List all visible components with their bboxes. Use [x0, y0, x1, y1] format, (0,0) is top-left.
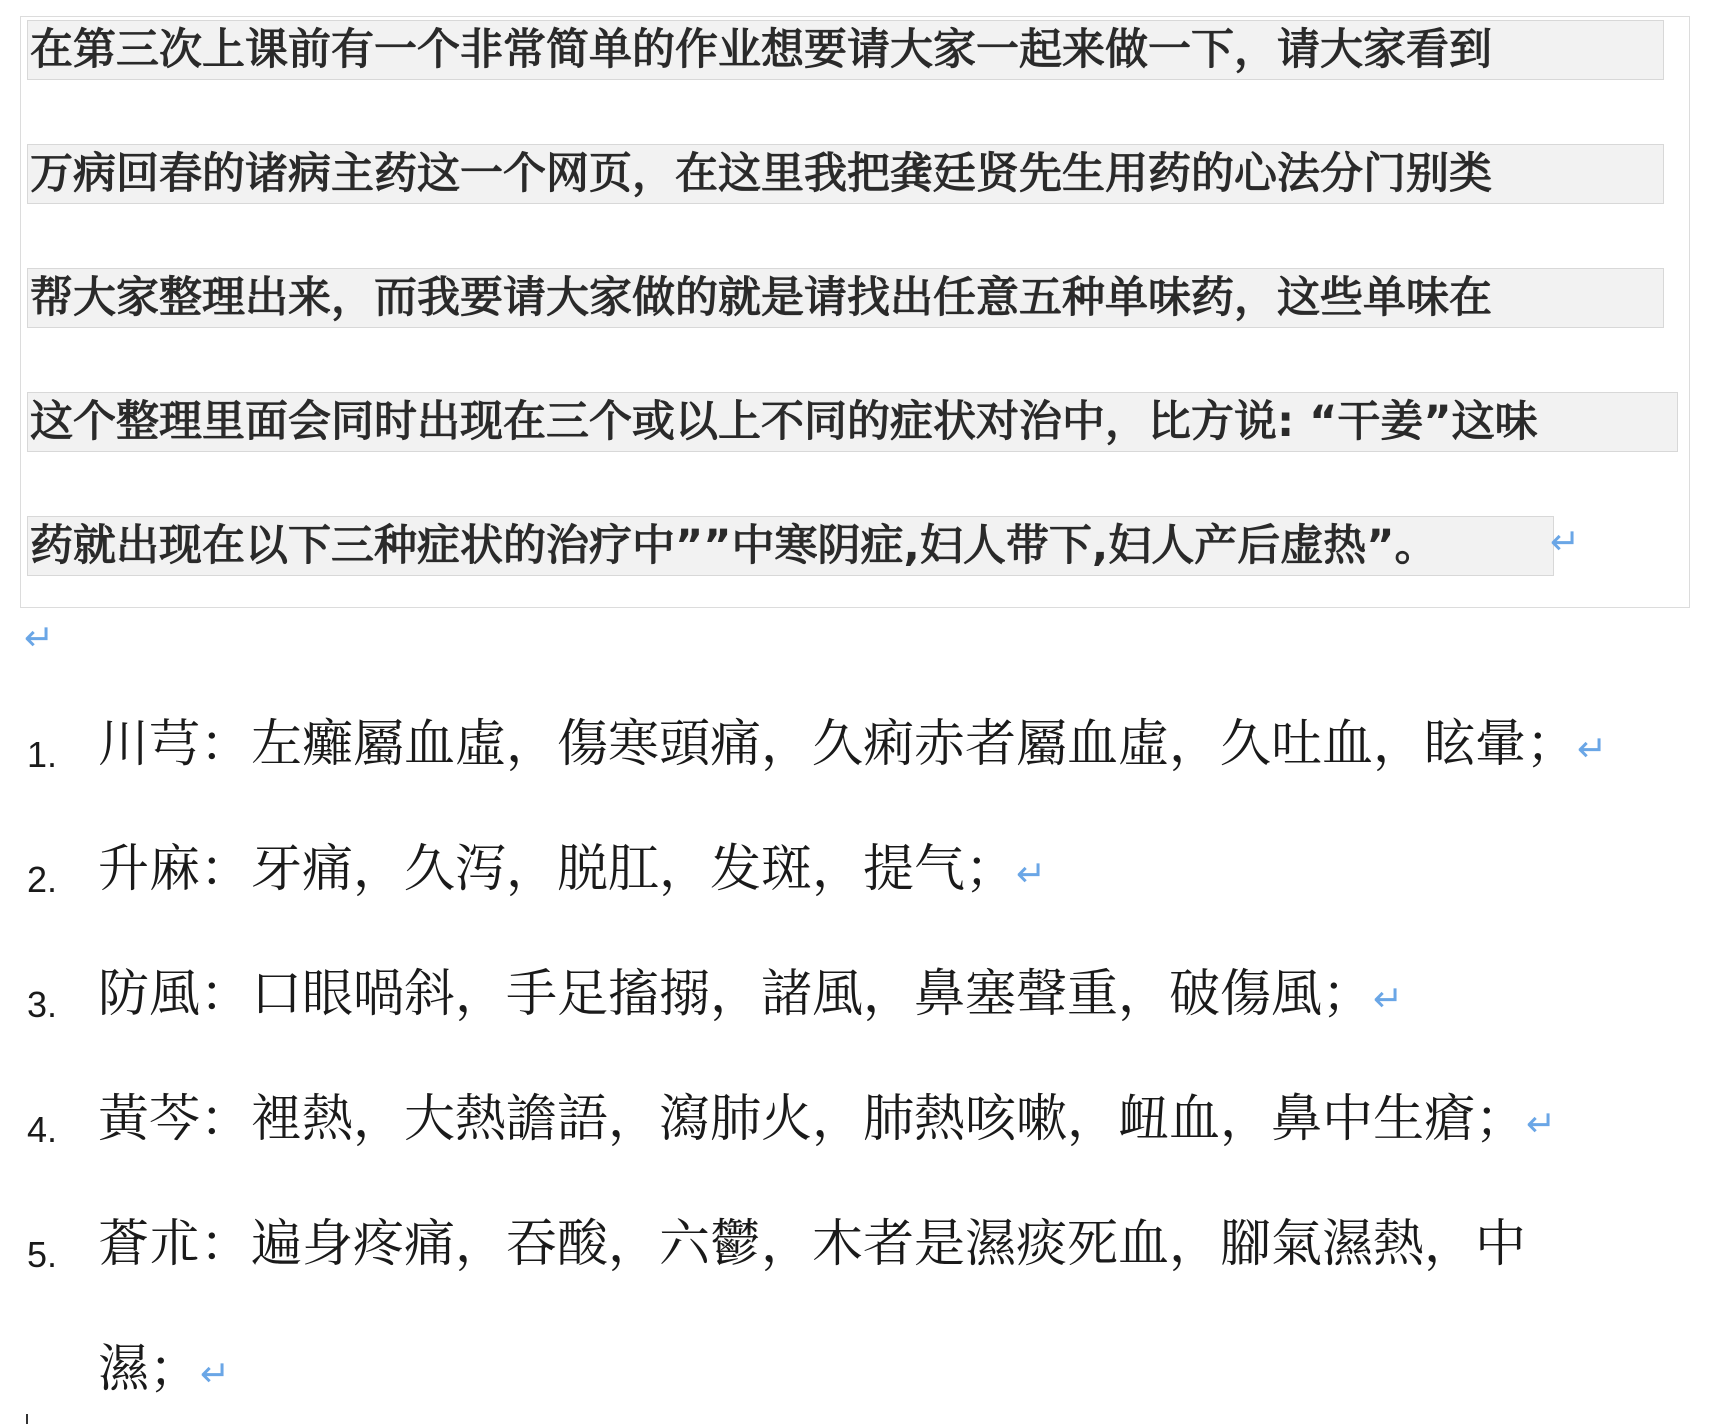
- list-item[interactable]: [98, 965, 1403, 1030]
- text-cursor: [26, 1414, 28, 1424]
- list-item-text: 防風：口眼喎斜，手足搐搦，諸風，鼻塞聲重，破傷風；: [98, 965, 1374, 1024]
- paragraph-mark-icon: ↵: [1016, 854, 1047, 895]
- paragraph-mark-icon: ↵: [1526, 1104, 1557, 1145]
- paragraph-mark-icon: ↵: [1550, 522, 1581, 563]
- list-item-text: 升麻：牙痛，久泻，脱肛，发斑，提气；: [98, 840, 1017, 899]
- paragraph-mark-icon: ↵: [24, 618, 55, 659]
- list-item-number: 5.: [27, 1234, 58, 1275]
- list-item-text: 川芎：左癱屬血虛，傷寒頭痛，久痢赤者屬血虛，久吐血，眩暈；: [98, 715, 1578, 774]
- list-item[interactable]: [98, 840, 1046, 905]
- list-item[interactable]: [98, 1090, 1556, 1155]
- intro-line-1[interactable]: 在第三次上课前有一个非常简单的作业想要请大家一起来做一下，请大家看到: [27, 20, 1664, 80]
- list-item-number: 4.: [27, 1109, 58, 1150]
- list-item-text: 濕；: [98, 1340, 201, 1399]
- list-item-number: 2.: [27, 859, 58, 900]
- intro-line-5[interactable]: 药就出现在以下三种症状的治疗中””中寒阴症,妇人带下,妇人产后虚热”。: [27, 516, 1554, 576]
- paragraph-mark-icon: ↵: [200, 1354, 231, 1395]
- paragraph-mark-icon: ↵: [1577, 729, 1608, 770]
- list-item-continuation[interactable]: [98, 1340, 230, 1405]
- list-item[interactable]: [98, 1215, 1526, 1275]
- intro-line-2[interactable]: 万病回春的诸病主药这一个网页，在这里我把龚廷贤先生用药的心法分门别类: [27, 144, 1664, 204]
- paragraph-mark-icon: ↵: [1373, 979, 1404, 1020]
- list-item-number: 3.: [27, 984, 58, 1025]
- list-item-text: 黃芩：裡熱，大熱譫語，瀉肺火，肺熱咳嗽，衄血，鼻中生瘡；: [98, 1090, 1527, 1149]
- list-item-text: 蒼朮：遍身疼痛，吞酸，六鬱，木者是濕痰死血，腳氣濕熱，中: [98, 1215, 1527, 1274]
- list-item-number: 1.: [27, 734, 58, 775]
- list-item[interactable]: [98, 715, 1607, 780]
- intro-line-3[interactable]: 帮大家整理出来，而我要请大家做的就是请找出任意五种单味药，这些单味在: [27, 268, 1664, 328]
- intro-line-4[interactable]: 这个整理里面会同时出现在三个或以上不同的症状对治中，比方说: “干姜”这味: [27, 392, 1678, 452]
